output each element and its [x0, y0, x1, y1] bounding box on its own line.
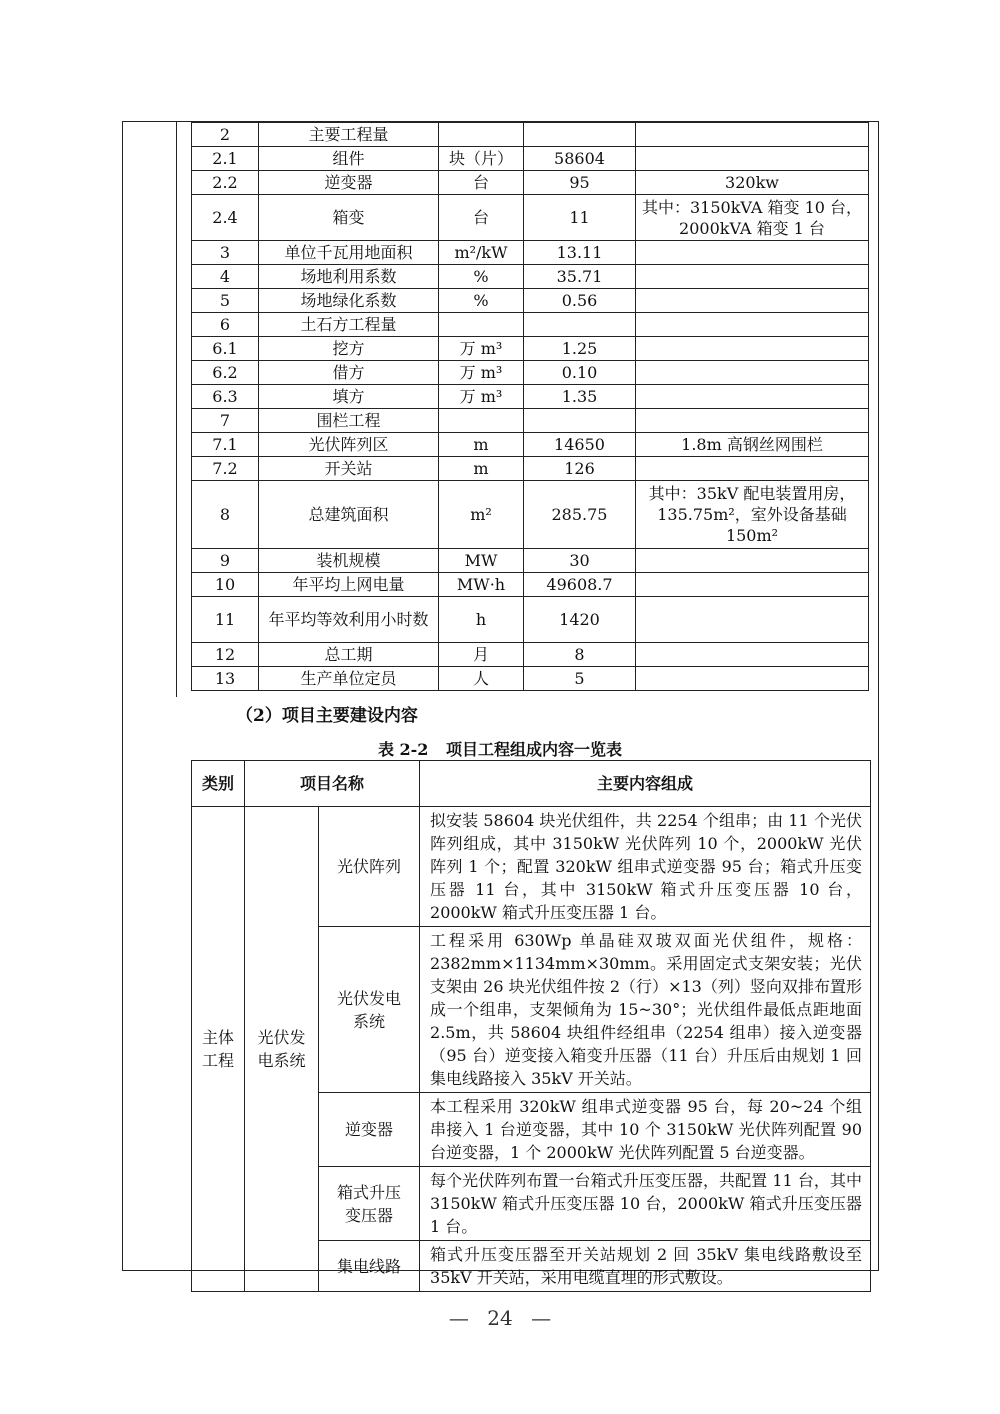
row-note — [636, 409, 869, 433]
project-name-cell: 集电线路 — [319, 1241, 420, 1292]
row-unit — [439, 123, 524, 147]
row-unit: m — [439, 457, 524, 481]
row-item: 箱变 — [259, 195, 439, 241]
row-number: 3 — [192, 241, 259, 265]
row-item: 土石方工程量 — [259, 313, 439, 337]
row-unit: % — [439, 265, 524, 289]
table-row — [192, 337, 869, 361]
table-row — [192, 313, 869, 337]
row-value — [524, 313, 636, 337]
row-number: 2.2 — [192, 171, 259, 195]
row-number: 6 — [192, 313, 259, 337]
row-note — [636, 361, 869, 385]
row-note — [636, 667, 869, 691]
row-unit: 块（片） — [439, 147, 524, 171]
table-row — [192, 643, 869, 667]
row-unit: % — [439, 289, 524, 313]
table-row — [192, 457, 869, 481]
page-number-value: 24 — [487, 1306, 513, 1330]
row-value: 13.11 — [524, 241, 636, 265]
row-note — [636, 147, 869, 171]
row-number: 9 — [192, 549, 259, 573]
row-note: 其中：3150kVA 箱变 10 台，2000kVA 箱变 1 台 — [636, 195, 869, 241]
row-item: 挖方 — [259, 337, 439, 361]
row-unit: 台 — [439, 195, 524, 241]
row-unit: 万 m³ — [439, 385, 524, 409]
table-row — [192, 597, 869, 643]
row-note — [636, 337, 869, 361]
row-note — [636, 313, 869, 337]
row-value — [524, 409, 636, 433]
row-item: 围栏工程 — [259, 409, 439, 433]
content-cell: 每个光伏阵列布置一台箱式升压变压器，共配置 11 台，其中 3150kW 箱式升压变压器 10 台，2000kW 箱式升压变压器 1 台。 — [420, 1167, 871, 1241]
row-number: 4 — [192, 265, 259, 289]
row-unit: 人 — [439, 667, 524, 691]
section-heading: （2）项目主要建设内容 — [236, 706, 418, 726]
row-item: 总工期 — [259, 643, 439, 667]
row-item: 组件 — [259, 147, 439, 171]
row-item: 装机规模 — [259, 549, 439, 573]
category-cell: 主体工程 — [192, 807, 245, 1292]
row-unit: m²/kW — [439, 241, 524, 265]
row-note — [636, 123, 869, 147]
row-item: 逆变器 — [259, 171, 439, 195]
table-row — [192, 409, 869, 433]
row-value: 1420 — [524, 597, 636, 643]
table-row — [192, 481, 869, 549]
row-value: 58604 — [524, 147, 636, 171]
row-unit: h — [439, 597, 524, 643]
table-row — [192, 195, 869, 241]
row-number: 8 — [192, 481, 259, 549]
row-unit: MW·h — [439, 573, 524, 597]
row-value: 49608.7 — [524, 573, 636, 597]
header-category: 类别 — [192, 761, 245, 807]
row-item: 场地绿化系数 — [259, 289, 439, 313]
row-number: 6.2 — [192, 361, 259, 385]
table-caption-title: 项目工程组成内容一览表 — [446, 740, 623, 759]
table-row — [192, 289, 869, 313]
page-dash-right: — — [531, 1306, 552, 1330]
row-unit: MW — [439, 549, 524, 573]
row-note — [636, 643, 869, 667]
row-unit: m² — [439, 481, 524, 549]
row-item: 年平均上网电量 — [259, 573, 439, 597]
table-row — [192, 433, 869, 457]
row-number: 5 — [192, 289, 259, 313]
row-note: 320kw — [636, 171, 869, 195]
row-unit: 万 m³ — [439, 361, 524, 385]
row-number: 7.1 — [192, 433, 259, 457]
row-unit: 月 — [439, 643, 524, 667]
row-item: 主要工程量 — [259, 123, 439, 147]
row-value: 35.71 — [524, 265, 636, 289]
row-note — [636, 241, 869, 265]
row-value: 126 — [524, 457, 636, 481]
header-main-content: 主要内容组成 — [420, 761, 871, 807]
row-note — [636, 265, 869, 289]
row-note — [636, 457, 869, 481]
table-row — [192, 667, 869, 691]
row-item: 单位千瓦用地面积 — [259, 241, 439, 265]
table-caption-number: 表 2-2 — [377, 740, 429, 759]
frame-inner-line — [176, 121, 177, 697]
row-value: 30 — [524, 549, 636, 573]
row-note — [636, 597, 869, 643]
row-value: 0.10 — [524, 361, 636, 385]
row-number: 13 — [192, 667, 259, 691]
content-cell: 拟安装 58604 块光伏组件，共 2254 个组串；由 11 个光伏阵列组成，其中 3150kW 光伏阵列 10 个，2000kW 光伏阵列 1 个；配置 320kW 组串式逆变器 95 台；箱式升压变压器 11 台，其中 3150kW 箱式升压变压器 10 台，2000kW 箱式升压变压器 1 台。 — [420, 807, 871, 927]
page-dash-left: — — [448, 1306, 469, 1330]
table-row — [192, 171, 869, 195]
row-value: 14650 — [524, 433, 636, 457]
row-item: 生产单位定员 — [259, 667, 439, 691]
row-value: 1.35 — [524, 385, 636, 409]
table-caption — [0, 737, 1000, 760]
project-name-cell: 箱式升压变压器 — [319, 1167, 420, 1241]
row-number: 2.4 — [192, 195, 259, 241]
row-number: 6.3 — [192, 385, 259, 409]
row-note: 1.8m 高钢丝网围栏 — [636, 433, 869, 457]
project-composition-table — [191, 760, 871, 1292]
table-row — [192, 241, 869, 265]
row-note — [636, 385, 869, 409]
row-unit — [439, 409, 524, 433]
project-name-cell: 光伏阵列 — [319, 807, 420, 927]
row-item: 填方 — [259, 385, 439, 409]
row-value: 0.56 — [524, 289, 636, 313]
row-value: 5 — [524, 667, 636, 691]
row-item: 开关站 — [259, 457, 439, 481]
row-item: 场地利用系数 — [259, 265, 439, 289]
row-value: 1.25 — [524, 337, 636, 361]
page-number — [0, 1306, 1000, 1330]
content-cell: 本工程采用 320kW 组串式逆变器 95 台，每 20~24 个组串接入 1 台逆变器，其中 10 个 3150kW 光伏阵列配置 90 台逆变器，1 个 2000kW 光伏阵列配置 5 台逆变器。 — [420, 1093, 871, 1167]
row-value: 285.75 — [524, 481, 636, 549]
row-unit: 万 m³ — [439, 337, 524, 361]
header-project-name: 项目名称 — [245, 761, 420, 807]
row-value: 95 — [524, 171, 636, 195]
table-row — [192, 807, 871, 927]
row-number: 2 — [192, 123, 259, 147]
row-item: 总建筑面积 — [259, 481, 439, 549]
row-note — [636, 289, 869, 313]
row-number: 6.1 — [192, 337, 259, 361]
engineering-quantities-table — [191, 122, 869, 691]
row-item: 年平均等效利用小时数 — [259, 597, 439, 643]
table-row — [192, 385, 869, 409]
table-row — [192, 265, 869, 289]
row-item: 光伏阵列区 — [259, 433, 439, 457]
project-name-cell: 逆变器 — [319, 1093, 420, 1167]
row-number: 7.2 — [192, 457, 259, 481]
row-number: 10 — [192, 573, 259, 597]
row-unit: 台 — [439, 171, 524, 195]
content-cell: 箱式升压变压器至开关站规划 2 回 35kV 集电线路敷设至 35kV 开关站，采用电缆直埋的形式敷设。 — [420, 1241, 871, 1292]
row-number: 2.1 — [192, 147, 259, 171]
row-value: 8 — [524, 643, 636, 667]
table-row — [192, 549, 869, 573]
row-unit: m — [439, 433, 524, 457]
row-note — [636, 549, 869, 573]
row-number: 7 — [192, 409, 259, 433]
table-row — [192, 361, 869, 385]
table-row — [192, 123, 869, 147]
row-note: 其中：35kV 配电装置用房，135.75m²，室外设备基础 150m² — [636, 481, 869, 549]
row-number: 11 — [192, 597, 259, 643]
project-name-cell: 光伏发电系统 — [319, 927, 420, 1093]
row-item: 借方 — [259, 361, 439, 385]
content-cell: 工程采用 630Wp 单晶硅双玻双面光伏组件，规格：2382mm×1134mm×30mm。采用固定式支架安装；光伏支架由 26 块光伏组件按 2（行）×13（列）竖向双排布置形成一个组串，支架倾角为 15~30°；光伏组件最低点距地面 2.5m，共 58604 块组件经组串（2254 组串）接入逆变器（95 台）逆变接入箱变升压器（11 台）升压后由规划 1 回集电线路接入 35kV 开关站。 — [420, 927, 871, 1093]
row-number: 12 — [192, 643, 259, 667]
row-value — [524, 123, 636, 147]
table-row — [192, 573, 869, 597]
table-row — [192, 147, 869, 171]
group-cell: 光伏发电系统 — [245, 807, 319, 1292]
row-note — [636, 573, 869, 597]
row-value: 11 — [524, 195, 636, 241]
row-unit — [439, 313, 524, 337]
